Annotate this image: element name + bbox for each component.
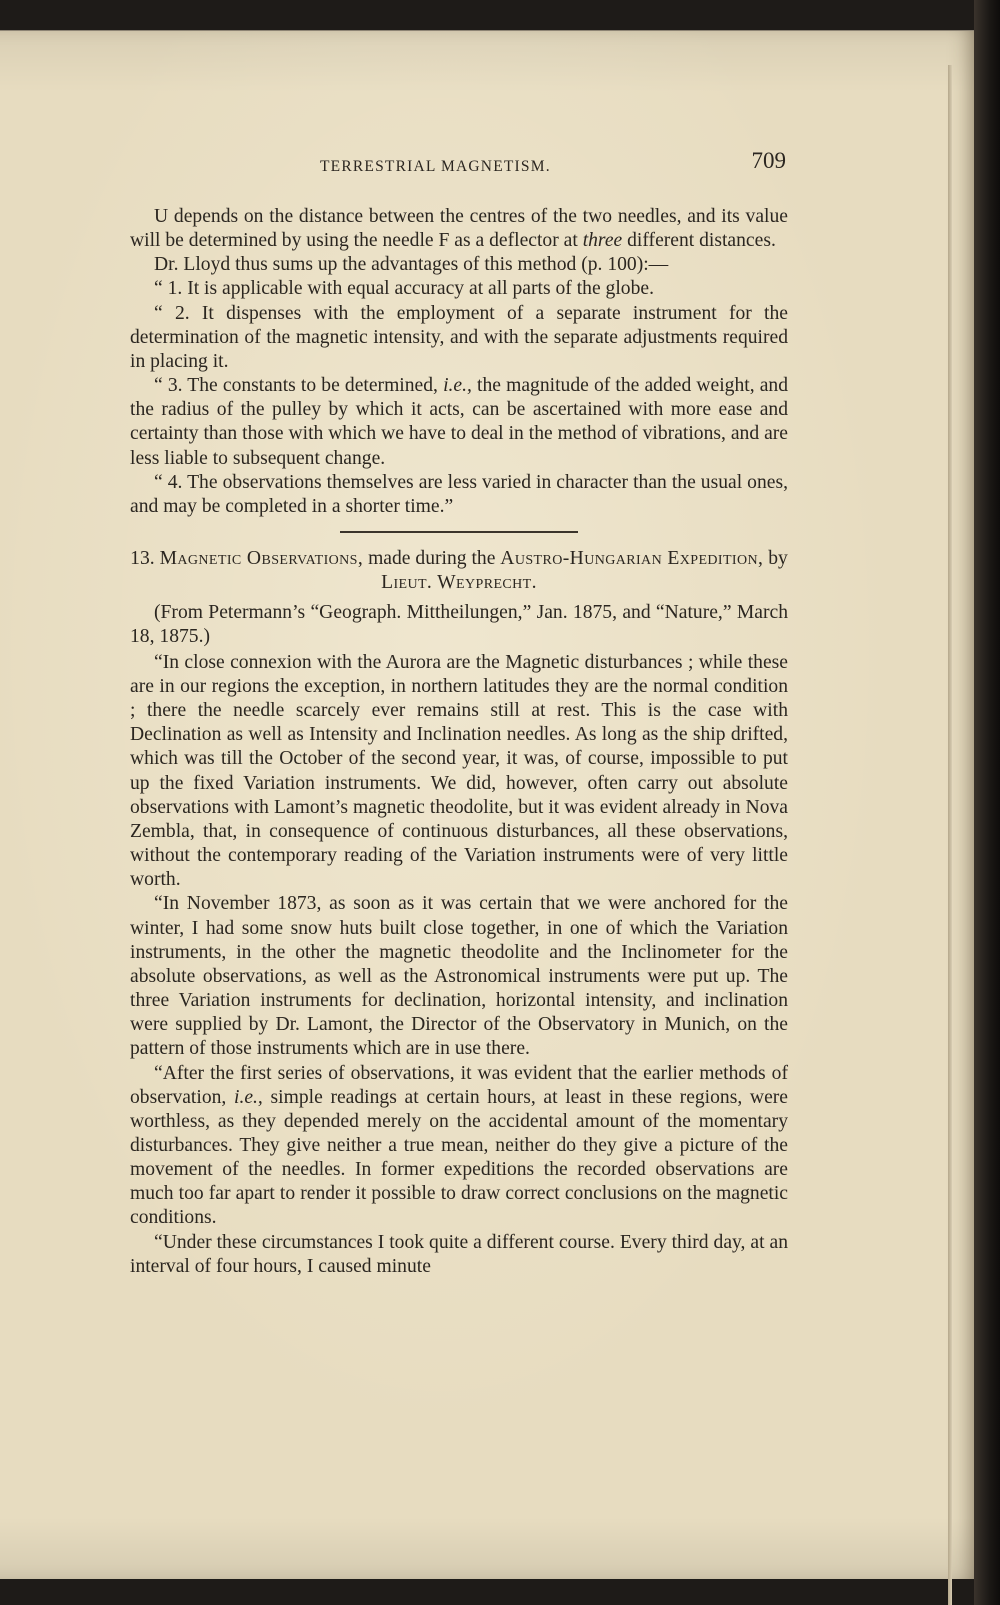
paragraph-text: the magnitude of the added weight, and the radius of the pulley by which it acts, can be ascertained with more ease and certainty than those with which we have to deal in the method of vibrations, and are less liable to subsequent change.	[130, 375, 789, 469]
section-divider	[340, 531, 578, 533]
section-heading	[130, 547, 788, 595]
quote-paragraph: “In close connexion with the Aurora are the Magnetic disturbances ; while these are in our regions the exception, in northern latitudes they are the normal condition ; there the needle scarcely ever remains still at rest. This is the case with Declination as well as Intensity and Inclination needles. As long as the ship drifted, which was till the October of the second year, it was, of course, impossible to put up the fixed Variation instruments. We did, however, often carry out absolute observations with Lamont’s magnetic theodolite, but it was evident already in Nova Zembla, that, in consequence of continuous disturbances, all these observations, without the contemporary reading of the Variation instruments were of very little worth.	[130, 651, 788, 891]
book-page	[0, 30, 978, 1579]
heading-small-caps: Magnetic Observations,	[159, 547, 364, 569]
paragraph	[130, 205, 788, 253]
italic-text: three	[582, 230, 623, 252]
source-citation: (From Petermann’s “Geograph. Mittheilungen,” Jan. 1875, and “Nature,” March 18, 1875.)	[130, 601, 788, 647]
italic-text: i.e.,	[234, 1086, 263, 1108]
paragraph: “ 2. It dispenses with the employment of a separate instrument for the determination of the magnetic intensity, and with the separate adjustments required in placing it.	[130, 302, 788, 372]
heading-text: by	[763, 547, 788, 569]
quote-paragraph: “Under these circumstances I took quite a different course. Every third day, at an interval of four hours, I caused minute	[130, 1231, 788, 1277]
heading-small-caps: Lieut. Weyprecht.	[381, 571, 537, 593]
quote-paragraph: “In November 1873, as soon as it was certain that we were anchored for the winter, I had some snow huts built close together, in one of which the Variation instruments, in the other the magnetic theodolite and the Inclinometer for the absolute observations, as well as the Astronomical instruments were put up. The three Variation instruments for declination, horizontal intensity, and inclination were supplied by Dr. Lamont, the Director of the Observatory in Munich, on the pattern of those instruments which are in use there.	[130, 893, 788, 1060]
page-number: 709	[751, 148, 786, 173]
paragraph: “ 1. It is applicable with equal accuracy at all parts of the globe.	[154, 278, 654, 300]
heading-text: made during the	[363, 547, 501, 569]
running-head: TERRESTRIAL MAGNETISM.	[320, 158, 551, 175]
page-text-block	[130, 149, 788, 1279]
paragraph	[130, 374, 788, 471]
page-edge	[948, 65, 952, 1605]
quote-paragraph	[130, 1062, 788, 1231]
page-header	[130, 149, 788, 181]
italic-text: i.e.,	[443, 375, 472, 397]
heading-small-caps: Austro-Hungarian Expedition,	[500, 547, 764, 569]
paragraph-text: “ 3. The constants to be determined,	[154, 375, 444, 397]
book-spine-shadow	[974, 0, 1000, 1605]
paragraph: Dr. Lloyd thus sums up the advantages of this method (p. 100):—	[154, 254, 669, 276]
paragraph-text: “After the first series of observations, it was evident that the earlier methods of observation,	[130, 1062, 788, 1108]
paragraph: “ 4. The observations themselves are less varied in character than the usual ones, and may be completed in a shorter time.”	[130, 471, 788, 517]
paragraph-text: simple readings at certain hours, at least in these regions, were worthless, as they depended merely on the accidental amount of the momentary disturbances. They give neither a true mean, neither do they give a picture of the movement of the needles. In former expeditions the recorded observations are much too far apart to render it possible to draw correct conclusions on the magnetic conditions.	[130, 1086, 788, 1229]
paragraph-text: different distances.	[622, 230, 776, 252]
section-number: 13.	[130, 547, 155, 569]
paragraph-text: U depends on the distance between the centres of the two needles, and its value will be determined by using the needle F as a deflector at	[130, 206, 788, 252]
